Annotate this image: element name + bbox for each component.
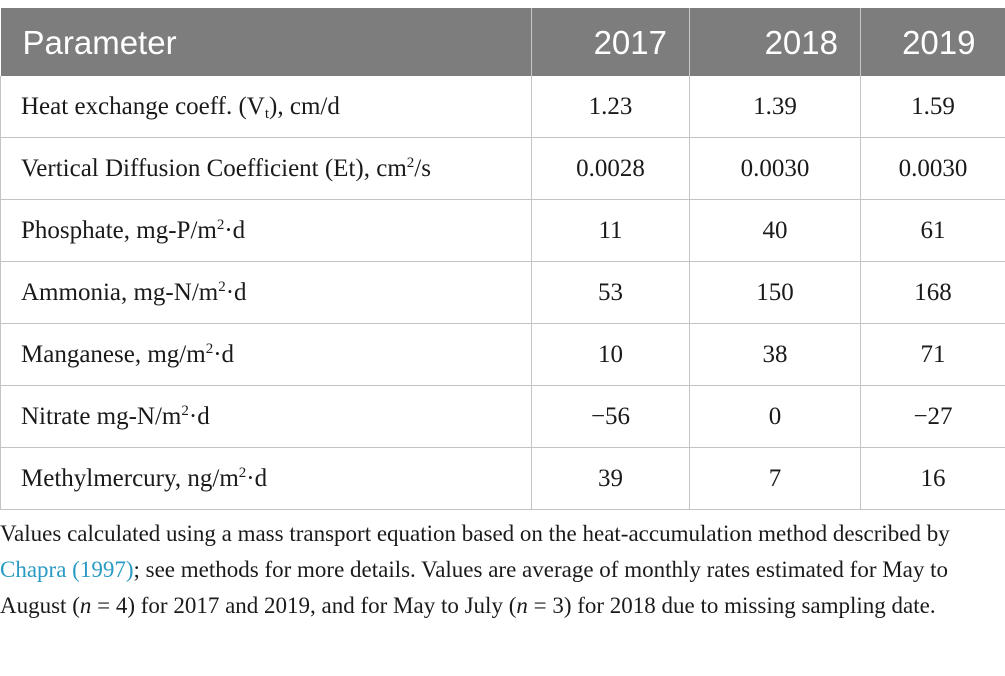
cell-2018: 7: [690, 448, 861, 510]
table-row: [1, 386, 1005, 448]
table-footnote: Values calculated using a mass transport equation based on the heat-accumulation method described by Chapra (1997); see methods for more details. Values are average of monthly rates estimated for May to August (n = 4) for 2017 and 2019, and for May to July (n = 3) for 2018 due to missing sampling date.: [0, 521, 950, 618]
cell-2019: 1.59: [861, 76, 1005, 138]
cell-2018: 38: [690, 324, 861, 386]
table-row: [1, 324, 1005, 386]
cell-2017: 10: [532, 324, 690, 386]
row-label: Methylmercury, $ng/m^2\cdot d$: [1, 448, 532, 510]
row-label: Nitrate $mg-N/m^2\cdot d$: [1, 386, 532, 448]
cell-2018: 150: [690, 262, 861, 324]
row-label: Phosphate, $mg-P/m^2\cdot d$: [1, 200, 532, 262]
row-label: Heat exchange coeff. $(V_t)$, cm/d: [1, 76, 532, 138]
row-label: Vertical Diffusion Coefficient (Et), $cm^2/s$: [1, 138, 532, 200]
header-2019: 2019: [861, 8, 1005, 76]
table-row: [1, 138, 1005, 200]
cell-2018: 1.39: [690, 76, 861, 138]
row-label: Ammonia, $mg-N/m^2\cdot d$: [1, 262, 532, 324]
cell-2017: −56: [532, 386, 690, 448]
cell-2017: 0.0028: [532, 138, 690, 200]
cell-2017: 39: [532, 448, 690, 510]
cell-2018: 0: [690, 386, 861, 448]
table-container: [0, 8, 1005, 510]
table-row: [1, 200, 1005, 262]
cell-2017: 11: [532, 200, 690, 262]
cell-2019: 168: [861, 262, 1005, 324]
row-label: Manganese, $mg/m^2\cdot d$: [1, 324, 532, 386]
cell-2018: 0.0030: [690, 138, 861, 200]
chapra-citation-link[interactable]: Chapra (1997): [0, 557, 134, 582]
cell-2019: −27: [861, 386, 1005, 448]
header-parameter: Parameter: [1, 8, 532, 76]
cell-2019: 16: [861, 448, 1005, 510]
header-2018: 2018: [690, 8, 861, 76]
table-row: [1, 262, 1005, 324]
cell-2019: 61: [861, 200, 1005, 262]
cell-2019: 71: [861, 324, 1005, 386]
header-row: [1, 8, 1005, 76]
table-row: [1, 76, 1005, 138]
cell-2019: 0.0030: [861, 138, 1005, 200]
table-row: [1, 448, 1005, 510]
cell-2017: 1.23: [532, 76, 690, 138]
cell-2017: 53: [532, 262, 690, 324]
header-2017: 2017: [532, 8, 690, 76]
parameter-table: [0, 8, 1005, 510]
cell-2018: 40: [690, 200, 861, 262]
